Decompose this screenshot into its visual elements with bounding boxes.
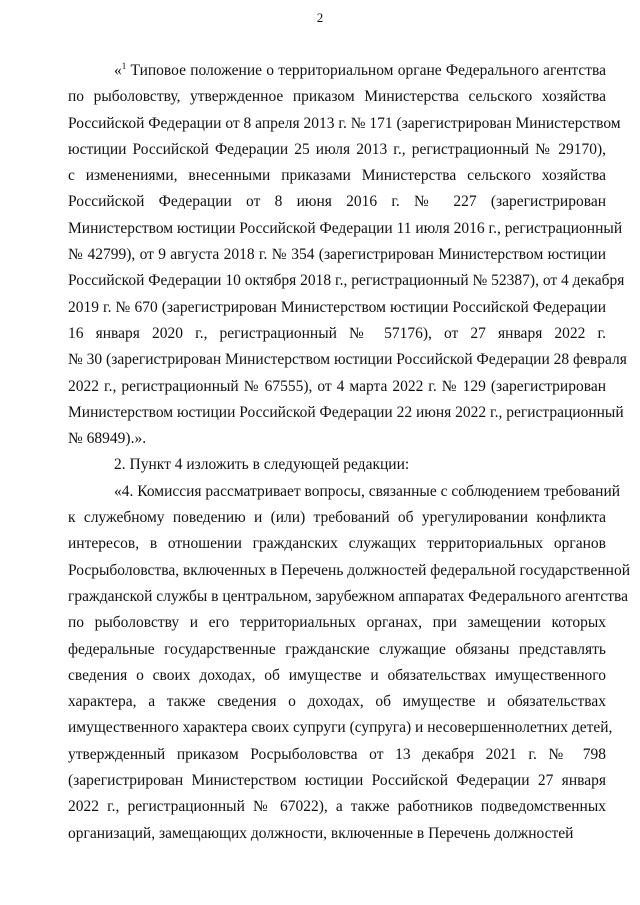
- paragraph-point-2: [68, 452, 606, 478]
- text-line: № 68949).».: [68, 430, 147, 448]
- text-line: Росрыболовства, включенных в Перечень должностей федеральной государственной: [68, 561, 631, 579]
- text-line: федеральные государственные гражданские служащие обязаны представлять: [68, 640, 606, 658]
- text-line: № 42799), от 9 августа 2018 г. № 354 (зарегистрирован Министерством юстиции: [68, 246, 606, 264]
- text-line: по рыболовству, утвержденное приказом Министерства сельского хозяйства: [68, 88, 606, 106]
- text-line: 16 января 2020 г., регистрационный № 57176), от 27 января 2022 г.: [68, 324, 606, 342]
- text-line: 2022 г., регистрационный № 67022), а также работников подведомственных: [68, 798, 606, 816]
- text-line: сведения о своих доходах, об имуществе и обязательствах имущественного: [68, 666, 606, 684]
- text-line: (зарегистрирован Министерством юстиции Российской Федерации 27 января: [68, 772, 606, 790]
- text-line: утвержденный приказом Росрыболовства от 13 декабря 2021 г. № 798: [68, 745, 606, 763]
- text-line: с изменениями, внесенными приказами Министерства сельского хозяйства: [68, 167, 606, 185]
- text-line: Министерством юстиции Российской Федерации 22 июня 2022 г., регистрационный: [68, 403, 624, 421]
- text-line: «4. Комиссия рассматривает вопросы, связанные с соблюдением требований: [114, 482, 621, 500]
- page-number: 2: [316, 10, 324, 25]
- paragraph-model-regulation: [68, 58, 627, 452]
- text-line: организаций, замещающих должности, включенные в Перечень должностей: [68, 824, 574, 842]
- text-line: «$^1$ Типовое положение о территориальном органе Федерального агентства: [114, 60, 606, 79]
- text-line: гражданской службы в центральном, зарубежном аппаратах Федерального агентства: [68, 587, 628, 605]
- text-line: интересов, в отношении гражданских служащих территориальных органов: [68, 535, 606, 553]
- paragraph-point-4: [68, 479, 631, 847]
- text-line: 2019 г. № 670 (зарегистрирован Министерством юстиции Российской Федерации: [68, 298, 606, 316]
- text-line: характера, а также сведения о доходах, об имуществе и обязательствах: [68, 693, 606, 711]
- text-line: юстиции Российской Федерации 25 июля 2013 г., регистрационный № 29170),: [68, 140, 606, 158]
- text-line: имущественного характера своих супруги (супруга) и несовершеннолетних детей,: [68, 719, 613, 737]
- text-line: к служебному поведению и (или) требований об урегулировании конфликта: [68, 509, 606, 527]
- text-line: Российской Федерации 10 октября 2018 г., регистрационный № 52387), от 4 декабря: [68, 272, 625, 290]
- text-line: 2. Пункт 4 изложить в следующей редакции:: [114, 456, 410, 474]
- text-line: по рыболовству и его территориальных органах, при замещении которых: [68, 614, 606, 632]
- text-line: Российской Федерации от 8 апреля 2013 г. № 171 (зарегистрирован Министерством: [68, 114, 621, 132]
- text-line: 2022 г., регистрационный № 67555), от 4 марта 2022 г. № 129 (зарегистрирован: [68, 377, 606, 395]
- footnote-marker: 1: [121, 60, 127, 71]
- text-line: Российской Федерации от 8 июня 2016 г. № 227 (зарегистрирован: [68, 193, 606, 211]
- text-line: Министерством юстиции Российской Федерации 11 июля 2016 г., регистрационный: [68, 219, 623, 237]
- text-line: № 30 (зарегистрирован Министерством юстиции Российской Федерации 28 февраля: [68, 351, 627, 369]
- document-body: [68, 58, 631, 847]
